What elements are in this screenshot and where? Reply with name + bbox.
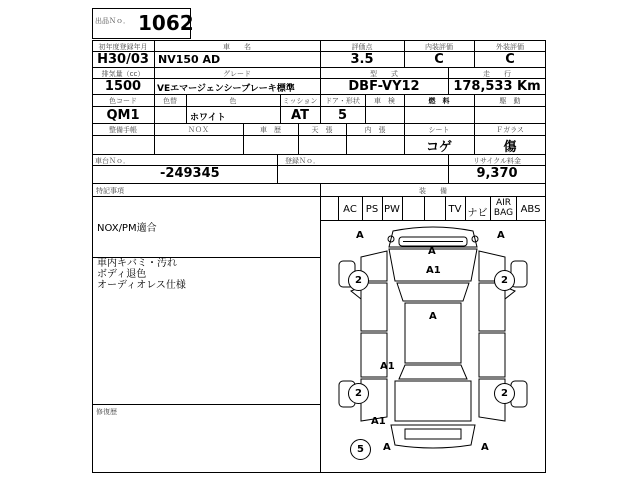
damage-mark-left-front-fender: 2	[348, 270, 369, 291]
registration-number-label: 登録Ｎｏ．	[285, 157, 320, 165]
damage-mark-front-left: A	[356, 230, 364, 241]
equipment-label: 装 備	[419, 187, 447, 195]
grade-label: グレード	[223, 70, 251, 78]
recycle-fee-label: リサイクル料金	[472, 157, 522, 165]
note-line-1: NOX/PM適合	[97, 223, 157, 234]
color-change-label: 色替	[163, 97, 177, 105]
windshield-label: Ｆガラス	[496, 126, 524, 134]
damage-mark-front-right: A	[497, 230, 505, 241]
color-code: QM1	[106, 108, 140, 123]
equipment-airbag: AIR BAG	[493, 198, 514, 218]
damage-mark-rear-bumper-right: A	[481, 442, 489, 453]
mileage-label: 走 行	[483, 70, 511, 78]
car-damage-diagram	[321, 221, 545, 472]
color-code-label: 色コード	[109, 97, 137, 105]
nox-label: ＮＯＸ	[188, 126, 209, 134]
chassis-number-label: 車台Ｎｏ．	[95, 157, 130, 165]
exterior-score-label: 外装評価	[496, 43, 524, 51]
damage-mark-rear-bumper-left: A	[383, 442, 391, 453]
lot-number: 1062	[138, 11, 194, 35]
model-name: NV150 AD	[158, 53, 221, 66]
seat-label: シート	[428, 126, 450, 134]
equipment-ac: AC	[343, 204, 357, 215]
vehicle-history-label: 車 歴	[260, 126, 281, 134]
displacement-label: 排気量（cc）	[101, 70, 145, 78]
note-line-4: オーディオレス仕様	[97, 280, 186, 291]
equipment-tv: TV	[448, 204, 462, 215]
damage-mark-right-front-fender: 2	[494, 270, 515, 291]
damage-mark-rear-bumper-circle: 5	[350, 439, 371, 460]
evaluation-score: 3.5	[350, 52, 374, 67]
service-manual-label: 整備手帳	[109, 126, 137, 134]
mission: AT	[291, 108, 309, 123]
interior-trim-label: 内 張	[364, 126, 386, 134]
recycle-fee: 9,370	[476, 166, 518, 181]
first-registration: H30/03	[97, 52, 149, 67]
equipment-navi: ナビ	[467, 208, 488, 219]
damage-mark-hood: A1	[426, 265, 441, 276]
lot-number-label: 出品Ｎｏ．	[95, 17, 130, 25]
grade: VEエマージェンシーブレーキ標準	[157, 84, 295, 94]
model-label: 車 名	[223, 43, 251, 51]
color: ホワイト	[190, 113, 226, 123]
exterior-score: C	[505, 52, 515, 67]
roof-lining-label: 天 張	[311, 126, 333, 134]
score-label: 評価点	[351, 43, 373, 51]
color-label: 色	[229, 97, 237, 105]
special-notes-label: 特記事項	[96, 187, 124, 195]
inspection-label: 車 検	[374, 97, 395, 105]
equipment-abs: ABS	[520, 204, 541, 215]
interior-score: C	[434, 52, 444, 67]
note-line-3: ボディ退色	[97, 269, 147, 280]
fuel-label: 燃 料	[428, 97, 450, 105]
mission-label: ミッション	[282, 97, 318, 105]
damage-mark-front-bumper: A	[428, 246, 436, 257]
mileage: 178,533 Km	[453, 79, 541, 94]
model-type: DBF-VY12	[348, 79, 420, 94]
equipment-ps: PS	[365, 204, 379, 215]
damage-mark-left-rear-door: A1	[380, 361, 395, 372]
year-label: 初年度登録年月	[98, 43, 148, 51]
windshield-condition: 傷	[503, 140, 517, 155]
seat-condition: コゲ	[425, 140, 452, 155]
repair-history-label: 修復歴	[96, 408, 117, 416]
doors-label: ドア・形状	[325, 97, 360, 105]
damage-mark-right-rear-fender: 2	[494, 383, 515, 404]
drive-label: 駆 動	[499, 97, 521, 105]
type-label: 型 式	[370, 70, 398, 78]
damage-mark-rear-left: A1	[371, 416, 386, 427]
displacement: 1500	[104, 79, 142, 94]
damage-mark-left-rear-fender: 2	[348, 383, 369, 404]
interior-score-label: 内装評価	[425, 43, 453, 51]
note-line-2: 車内キバミ・汚れ	[97, 258, 177, 269]
equipment-pw: PW	[384, 204, 400, 215]
chassis-number: -249345	[160, 166, 220, 181]
damage-mark-roof: A	[429, 311, 437, 322]
doors: 5	[337, 108, 348, 123]
